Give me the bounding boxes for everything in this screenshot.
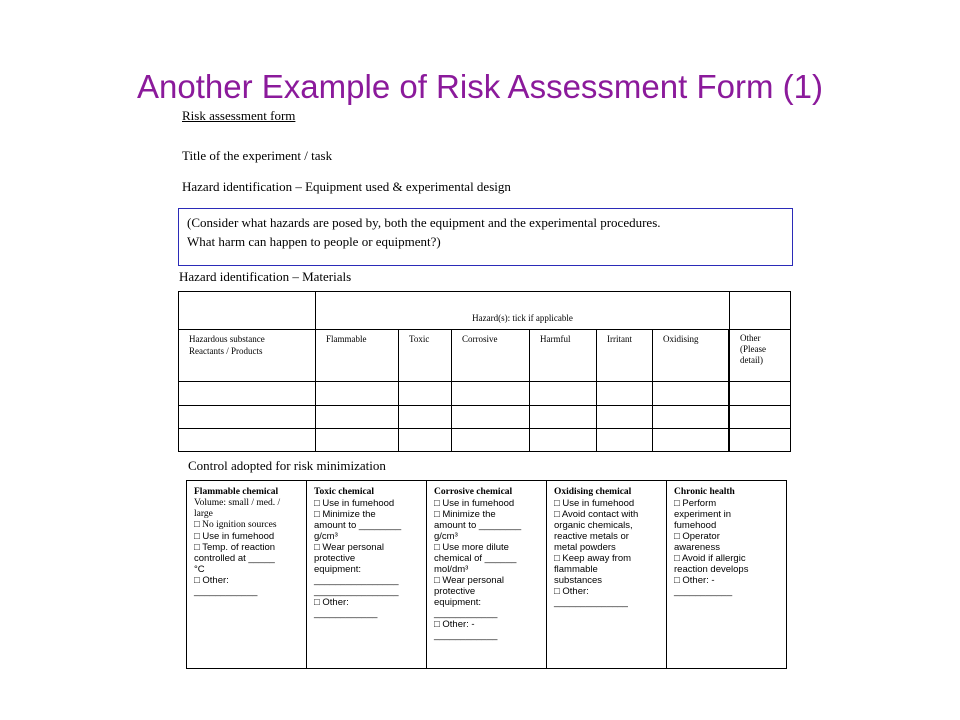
control-line: □ Minimize the (314, 509, 376, 520)
control-line: °C (194, 564, 205, 575)
input-cell[interactable] (179, 429, 316, 452)
control-line: g/cm³ (434, 531, 458, 542)
control-corrosive (427, 481, 547, 669)
control-line: reactive metals or (554, 531, 629, 542)
input-cell[interactable] (399, 429, 452, 452)
control-line: ______________ (554, 597, 628, 608)
hazard-equipment-label: Hazard identification – Equipment used & experimental design (182, 179, 511, 194)
control-heading: Control adopted for risk minimization (188, 458, 386, 473)
control-flammable-header: Flammable chemical (194, 487, 279, 497)
control-oxidising-header: Oxidising chemical (554, 487, 632, 497)
consider-box (178, 208, 793, 266)
control-line: organic chemicals, (554, 520, 633, 531)
column-irritant: Irritant (597, 330, 653, 382)
control-line: □ Other: - (674, 575, 715, 586)
input-cell[interactable] (597, 382, 653, 406)
slide-title: Another Example of Risk Assessment Form (1) (137, 68, 823, 105)
table-row (179, 382, 791, 406)
control-line: flammable (554, 564, 598, 575)
input-cell[interactable] (452, 429, 530, 452)
control-line: ____________ (194, 586, 258, 597)
control-line: □ Perform (674, 498, 717, 509)
control-toxic (307, 481, 427, 669)
control-corrosive-header: Corrosive chemical (434, 487, 513, 497)
materials-table (178, 291, 791, 452)
input-cell[interactable] (530, 406, 597, 429)
input-cell[interactable] (653, 382, 729, 406)
control-table (186, 480, 787, 669)
table-row (179, 330, 791, 382)
control-line: ____________ (314, 608, 378, 619)
table-row (179, 429, 791, 452)
column-harmful: Harmful (530, 330, 597, 382)
control-line: large (194, 509, 213, 519)
control-line: equipment: (434, 597, 482, 608)
table-row (187, 481, 787, 669)
consider-line-2: What harm can happen to people or equipment?) (187, 234, 441, 249)
table-row (179, 406, 791, 429)
control-line: ________________ (314, 586, 399, 597)
control-chronic (667, 481, 787, 669)
control-line: chemical of ______ (434, 553, 517, 564)
control-line: □ Minimize the (434, 509, 496, 520)
control-toxic-header: Toxic chemical (314, 487, 375, 497)
control-line: equipment: (314, 564, 362, 575)
input-cell[interactable] (316, 382, 399, 406)
control-line: □ Use more dilute (434, 542, 509, 553)
control-line: controlled at _____ (194, 553, 275, 564)
control-line: amount to ________ (434, 520, 522, 531)
input-cell[interactable] (730, 429, 791, 452)
input-cell[interactable] (399, 406, 452, 429)
other-line3: detail) (740, 355, 763, 365)
control-line: amount to ________ (314, 520, 402, 531)
input-cell[interactable] (530, 429, 597, 452)
control-line: □ Other: (194, 575, 229, 586)
input-cell[interactable] (452, 382, 530, 406)
hazard-group-header: Hazard(s): tick if applicable (316, 292, 730, 330)
table-cell (179, 292, 316, 330)
control-line: substances (554, 575, 603, 586)
control-line: Volume: small / med. / (194, 498, 281, 508)
input-cell[interactable] (597, 406, 653, 429)
control-line: □ Keep away from (554, 553, 632, 564)
control-line: reaction develops (674, 564, 749, 575)
column-other (730, 330, 791, 382)
control-line: protective (314, 553, 356, 564)
input-cell[interactable] (653, 429, 729, 452)
control-oxidising (547, 481, 667, 669)
control-line: □ Other: (554, 586, 589, 597)
substance-header-line2: Reactants / Products (189, 346, 263, 356)
control-line: ____________ (434, 608, 498, 619)
column-toxic: Toxic (399, 330, 452, 382)
input-cell[interactable] (730, 382, 791, 406)
table-row (179, 292, 791, 330)
input-cell[interactable] (399, 382, 452, 406)
control-line: □ Temp. of reaction (194, 542, 276, 553)
control-line: experiment in (674, 509, 732, 520)
form-heading: Risk assessment form (182, 108, 296, 123)
control-line: awareness (674, 542, 720, 553)
hazard-materials-label: Hazard identification – Materials (179, 269, 352, 284)
control-line: □ Avoid if allergic (674, 553, 746, 564)
control-line: mol/dm³ (434, 564, 469, 575)
control-line: ____________ (434, 630, 498, 641)
control-chronic-header: Chronic health (674, 487, 735, 497)
control-line: □ Other: - (434, 619, 475, 630)
input-cell[interactable] (452, 406, 530, 429)
control-line: □ Use in fumehood (434, 498, 515, 509)
control-line: g/cm³ (314, 531, 338, 542)
input-cell[interactable] (316, 429, 399, 452)
control-line: □ Operator (674, 531, 720, 542)
control-line: ___________ (674, 586, 733, 597)
control-line: □ Wear personal (434, 575, 504, 586)
control-line: metal powders (554, 542, 616, 553)
control-line: ________________ (314, 575, 399, 586)
control-line: □ Use in fumehood (554, 498, 635, 509)
control-line: protective (434, 586, 476, 597)
input-cell[interactable] (730, 406, 791, 429)
control-line: □ Use in fumehood (314, 498, 395, 509)
other-line1: Other (740, 333, 761, 343)
substance-column-header (179, 330, 316, 382)
input-cell[interactable] (597, 429, 653, 452)
input-cell[interactable] (179, 406, 316, 429)
control-line: fumehood (674, 520, 717, 531)
column-oxidising: Oxidising (653, 330, 729, 382)
input-cell[interactable] (530, 382, 597, 406)
control-line: □ Wear personal (314, 542, 384, 553)
table-cell (730, 292, 791, 330)
column-corrosive: Corrosive (452, 330, 530, 382)
control-line: □ Use in fumehood (194, 531, 275, 542)
substance-header-line1: Hazardous substance (189, 334, 265, 344)
consider-line-1: (Consider what hazards are posed by, both the equipment and the experimental procedures. (187, 215, 661, 230)
input-cell[interactable] (316, 406, 399, 429)
column-flammable: Flammable (316, 330, 399, 382)
other-line2: (Please (740, 344, 766, 354)
experiment-title-label: Title of the experiment / task (182, 148, 333, 163)
control-line: □ No ignition sources (194, 520, 277, 530)
control-line: □ Other: (314, 597, 349, 608)
input-cell[interactable] (653, 406, 729, 429)
control-line: □ Avoid contact with (554, 509, 639, 520)
input-cell[interactable] (179, 382, 316, 406)
control-flammable (187, 481, 307, 669)
